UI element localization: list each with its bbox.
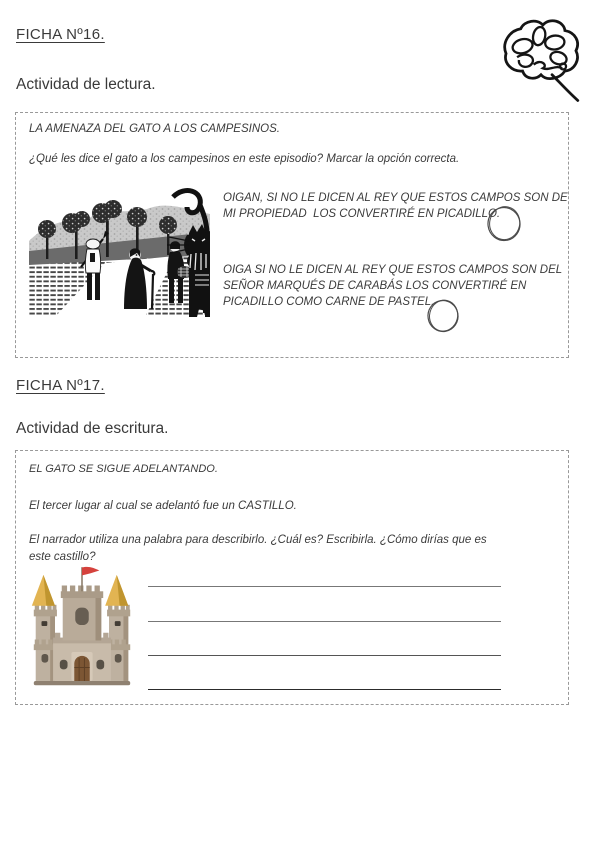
answer-line-3[interactable]: [148, 655, 501, 656]
answer-line-1[interactable]: [148, 586, 501, 587]
ficha16-title: FICHA Nº16.: [16, 26, 105, 43]
writing-box-statement: El tercer lugar al cual se adelantó fue un CASTILLO.: [29, 500, 297, 512]
writing-box-prompt-line-1: El narrador utiliza una palabra para describirlo. ¿Cuál es? Escribirla. ¿Cómo dirías que es: [29, 534, 487, 546]
option-1-line-1: OIGAN, SI NO LE DICEN AL REY QUE ESTOS CAMPOS SON DE: [223, 192, 568, 204]
option-2-line-1: OIGA SI NO LE DICEN AL REY QUE ESTOS CAMPOS SON DEL: [223, 264, 563, 276]
answer-line-2[interactable]: [148, 621, 501, 622]
castle-illustration: [28, 563, 136, 689]
reading-activity-box: [15, 112, 569, 358]
writing-box-intro: EL GATO SE SIGUE ADELANTANDO.: [29, 463, 218, 475]
option-2-line-2: SEÑOR MARQUÉS DE CARABÁS LOS CONVERTIRÉ EN: [223, 280, 527, 292]
option-1-mark-circle[interactable]: [484, 203, 524, 245]
escritura-subtitle: Actividad de escritura.: [16, 420, 169, 437]
reading-box-question: ¿Qué les dice el gato a los campesinos en este episodio? Marcar la opción correcta.: [29, 153, 460, 165]
option-2-text: [223, 262, 562, 310]
peasants-and-cat-illustration: [29, 187, 210, 317]
lectura-subtitle: Actividad de lectura.: [16, 76, 156, 93]
reading-box-title: LA AMENAZA DEL GATO A LOS CAMPESINOS.: [29, 123, 280, 135]
option-1-line-2: MI PROPIEDAD LOS CONVERTIRÉ EN PICADILLO.: [223, 208, 501, 220]
writing-activity-box: [15, 450, 569, 705]
answer-line-4[interactable]: [148, 689, 501, 690]
brain-doodle-icon: [495, 12, 587, 108]
writing-box-prompt-line-2: este castillo?: [29, 551, 96, 563]
option-2-mark-circle[interactable]: [424, 296, 462, 336]
option-2-line-3: PICADILLO COMO CARNE DE PASTEL.: [223, 296, 435, 308]
ficha17-title: FICHA Nº17.: [16, 377, 105, 394]
